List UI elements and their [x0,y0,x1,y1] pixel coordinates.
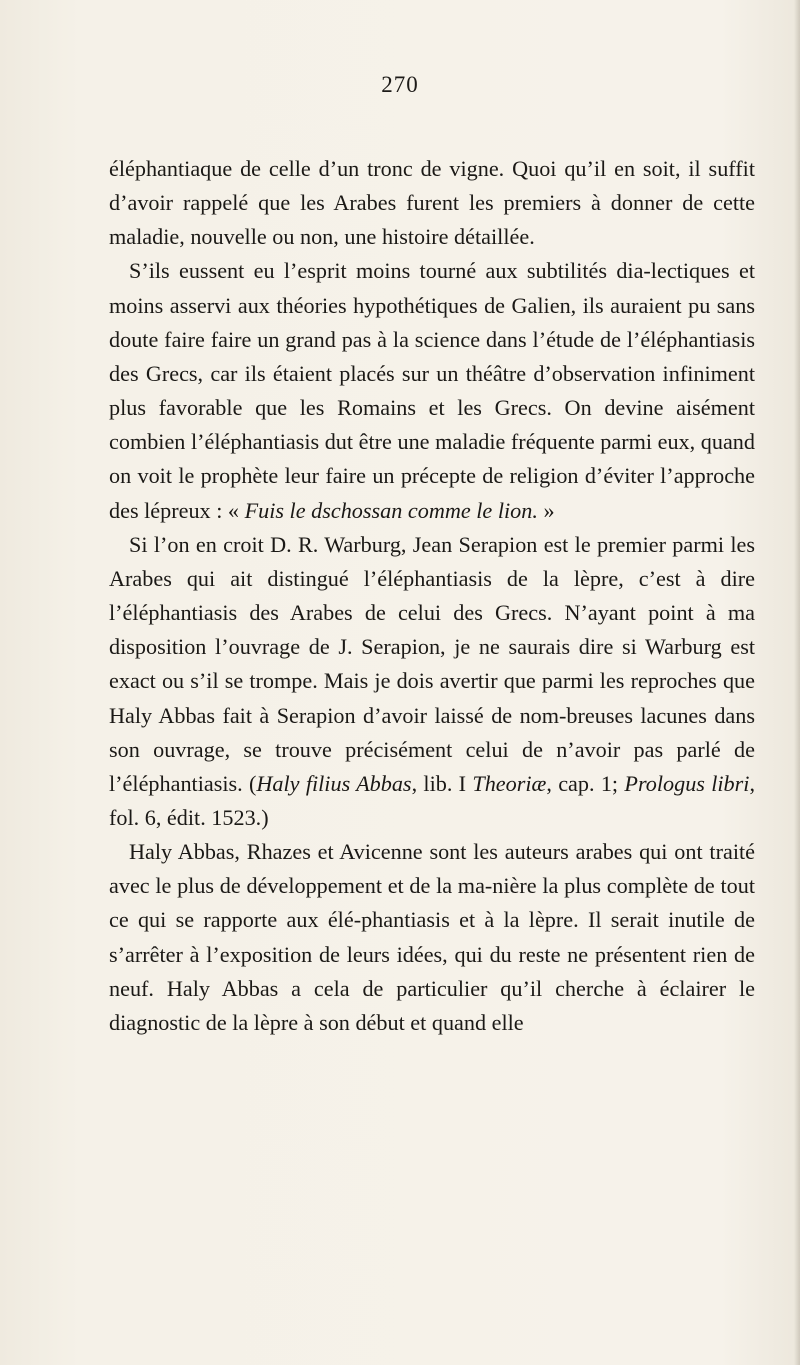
citation-section-italic: Prologus libri [624,770,750,796]
paragraph-3 [109,528,755,835]
text-segment: , cap. 1; [546,770,625,796]
paragraph-2 [109,254,755,527]
body-text [109,152,755,1040]
text-segment: éléphantiaque de celle d’un tronc de vigne. Quoi qu’il en soit, il suffit d’avoir rappelé que les Arabes furent les premiers à donner de cette maladie, nouvelle ou non, une histoire détaillée. [109,156,755,250]
text-segment: Si l’on en croit D. R. Warburg, Jean Serapion est le premier parmi les Arabes qui ait distingué l’éléphantiasis de la lèpre, c’est à dire l’éléphantiasis des Arabes de celui des Grecs. N’ayant point à ma disposition l’ouvrage de J. Serapion, je ne saurais dire si Warburg est exact ou s’il se trompe. Mais je dois avertir que parmi les reproches que Haly Abbas fait à Serapion d’avoir laissé de nom-breuses lacunes dans son ouvrage, se trouve précisément celui de n’avoir pas parlé de l’éléphantiasis. ( [109,531,755,796]
text-segment: S’ils eussent eu l’esprit moins tourné aux subtilités dia-lectiques et moins asservi aux théories hypothétiques de Galien, ils auraient pu sans doute faire faire un grand pas à la science dans l’étude de l’éléphantiasis des Grecs, car ils étaient placés sur un théâtre d’observation infiniment plus favorable que les Romains et les Grecs. On devine aisément combien l’éléphantiasis dut être une maladie fréquente parmi eux, quand on voit le prophète leur faire un précepte de religion d’éviter l’approche des lépreux : « [109,258,755,523]
page-edge-shadow [794,0,800,1365]
citation-work-italic: Theoriæ [472,770,547,796]
paragraph-1 [109,152,755,254]
text-segment: , fol. 6, édit. 1523.) [109,770,755,830]
text-segment: , lib. I [411,770,473,796]
text-segment: » [537,497,555,523]
quotation-italic: Fuis le dschossan comme le lion. [244,497,538,523]
page-number: 270 [381,72,419,97]
text-segment: Haly Abbas, Rhazes et Avicenne sont les auteurs arabes qui ont traité avec le plus de développement et de la ma-nière la plus complète de tout ce qui se rapporte aux élé-phantiasis et à la lèpre. Il serait inutile de s’arrêter à l’exposition de leurs idées, qui du reste ne présentent rien de neuf. Haly Abbas a cela de particulier qu’il cherche à éclairer le diagnostic de la lèpre à son début et quand elle [109,839,755,1035]
citation-author-italic: Haly filius Abbas [256,770,412,796]
paragraph-4 [109,835,755,1040]
